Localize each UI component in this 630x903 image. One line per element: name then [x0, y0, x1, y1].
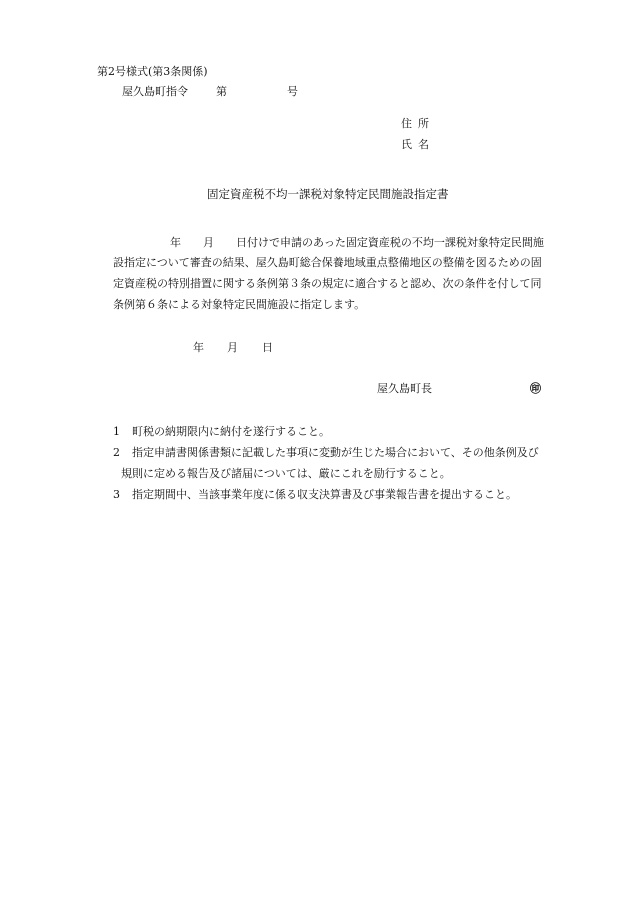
document-title: 固定資産税不均一課税対象特定民間施設指定書 [207, 187, 449, 201]
condition-number: 1 [113, 425, 120, 438]
directive-dai: 第 [216, 85, 227, 98]
name-label: 氏名 [401, 138, 435, 151]
directive-go: 号 [287, 85, 298, 98]
condition-text: 指定期間中、当該事業年度に係る収支決算書及び事業報告書を提出すること。 [132, 488, 517, 501]
condition-text: 指定申請書関係書類に記載した事項に変動が生じた場合において、その他条例及び [132, 446, 539, 459]
address-label: 住所 [401, 117, 435, 130]
body-line: 定資産税の特別措置に関する条例第３条の規定に適合すると認め、次の条件を付して同 [113, 277, 542, 290]
directive-prefix: 屋久島町指令 [122, 85, 188, 98]
condition-text-continued: 規則に定める報告及び諸届については、厳にこれを励行すること。 [121, 467, 451, 480]
body-line: 年 月 日付けで申請のあった固定資産税の不均一課税対象特定民間施 [170, 236, 544, 249]
mayor-title: 屋久島町長 [377, 382, 432, 395]
date-day: 日 [262, 341, 273, 354]
condition-number: 3 [113, 488, 120, 501]
seal-mark: ㊞ [530, 382, 541, 395]
form-number-label: 第2号様式(第3条関係) [97, 65, 208, 78]
body-line: 設指定について審査の結果、屋久島町総合保養地域重点整備地区の整備を図るための固 [113, 256, 542, 269]
date-year: 年 [193, 341, 204, 354]
date-month: 月 [227, 341, 238, 354]
condition-text: 町税の納期限内に納付を遂行すること。 [132, 425, 330, 438]
condition-number: 2 [113, 446, 120, 459]
body-line: 条例第６条による対象特定民間施設に指定します。 [113, 298, 366, 311]
